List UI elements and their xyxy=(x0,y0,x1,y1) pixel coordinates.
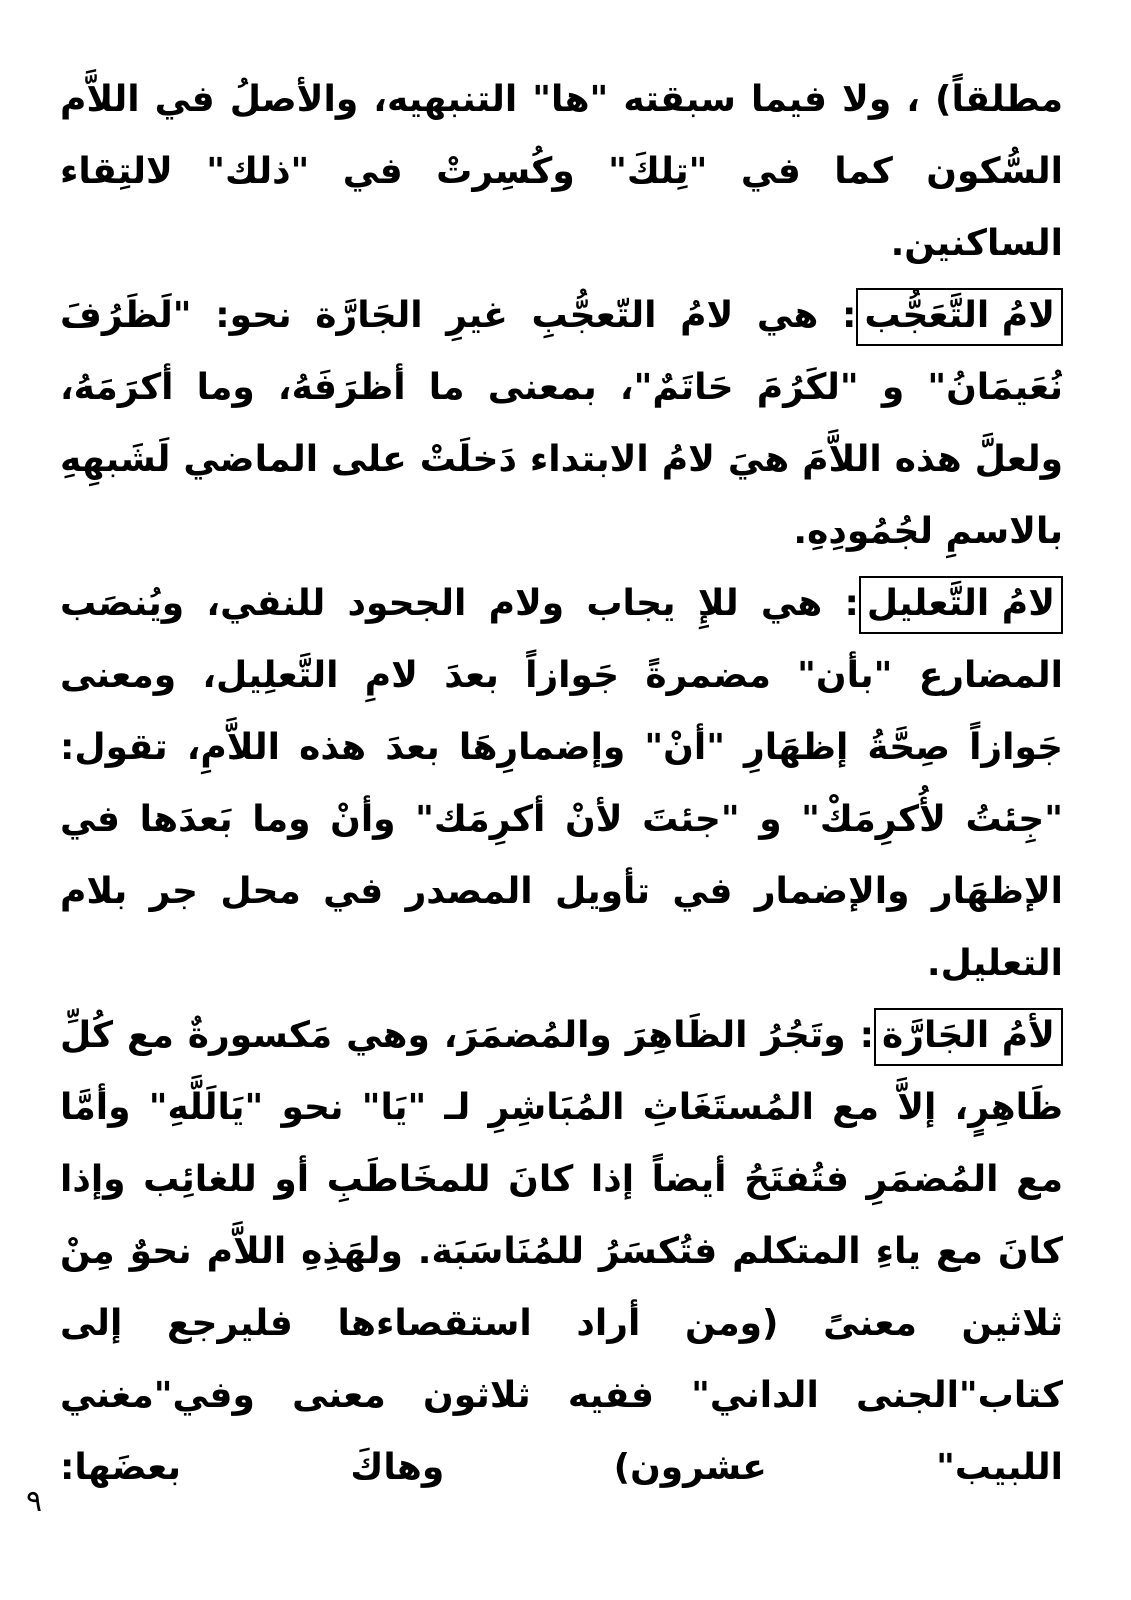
text-line-4 xyxy=(60,280,1063,352)
text-line-11: "جِئتُ لأُكرِمَكْ" و "جئتَ لأنْ أكرِمَك" وأنْ وما بَعدَها في xyxy=(60,799,1063,840)
text-line-9: المضارع "بأن" مضمرةً جَوازاً بعدَ لامِ التَّعلِيل، ومعنى xyxy=(60,655,1063,696)
text-line-2: السُّكون كما في "تِلكَ" وكُسِرتْ في "ذلك" لالتِقاء xyxy=(60,151,1063,192)
text-line-3: الساكنين. xyxy=(890,223,1063,264)
text-line-15: ظَاهِرٍ، إلاَّ مع المُستَغَاثِ المُبَاشِرِ لـ "يَا" نحو "يَالَلَّهِ" وأمَّا xyxy=(60,1087,1063,1128)
term-box-lam-al-taajjub: لامُ التَّعَجُّب xyxy=(856,288,1063,346)
text-line-1: مطلقاً) ، ولا فيما سبقته "ها" التنبهيه، والأصلُ في اللاَّم xyxy=(60,79,1063,120)
text-line-8 xyxy=(60,568,1063,640)
text-line-18: ثلاثين معنىً (ومن أراد استقصاءها فليرجع إلى xyxy=(60,1303,1063,1344)
text-line-14 xyxy=(60,1000,1063,1072)
term-box-lam-al-jarra: لأمُ الجَارَّة xyxy=(874,1008,1063,1066)
document-page xyxy=(60,64,1063,1504)
text-line-20: اللبيب" عشرون) وهاكَ بعضَها: xyxy=(60,1447,1063,1488)
text-line-19: كتاب"الجنى الداني" ففيه ثلاثون معنى وفي"مغني xyxy=(60,1375,1063,1416)
text-line-7: بالاسمِ لجُمُودِهِ. xyxy=(793,511,1063,552)
text-line-13: التعليل. xyxy=(926,943,1063,984)
definition-text: : وتَجُرُ الظَاهِرَ والمُضمَرَ، وهي مَكسورةٌ مع كُلِّ xyxy=(60,1015,874,1056)
definition-text: : هي للإِ يجاب ولام الجحود للنفي، ويُنصَب xyxy=(60,583,859,624)
definition-text: : هي لامُ التّعجُّبِ غيرِ الجَارَّة نحو: "لَظَرُفَ xyxy=(60,295,857,336)
term-box-lam-al-taalil: لامُ التَّعليل xyxy=(859,576,1063,634)
page-number: ٩ xyxy=(26,1484,43,1519)
text-line-6: ولعلَّ هذه اللاَّمَ هيَ لامُ الابتداء دَخلَتْ على الماضي لَشَبهِهِ xyxy=(60,439,1063,480)
text-line-17: كانَ مع ياءِ المتكلم فتُكسَرُ للمُنَاسَبَة. ولهَذِهِ اللاَّم نحوٌ مِنْ xyxy=(60,1231,1063,1272)
text-line-5: نُعَيمَانُ" و "لكَرُمَ حَاتَمٌ"، بمعنى ما أظرَفَهُ، وما أكرَمَهُ، xyxy=(60,367,1063,408)
text-line-12: الإظهَار والإضمار في تأويل المصدر في محل جر بلام xyxy=(60,871,1063,912)
text-line-16: مع المُضمَرِ فتُفتَحُ أيضاً إذا كانَ للمخَاطَبِ أو للغائِب وإذا xyxy=(60,1159,1063,1200)
text-line-10: جَوازاً صِحَّةُ إظهَارِ "أنْ" وإضمارِهَا بعدَ هذه اللاَّمِ، تقول: xyxy=(60,727,1063,768)
